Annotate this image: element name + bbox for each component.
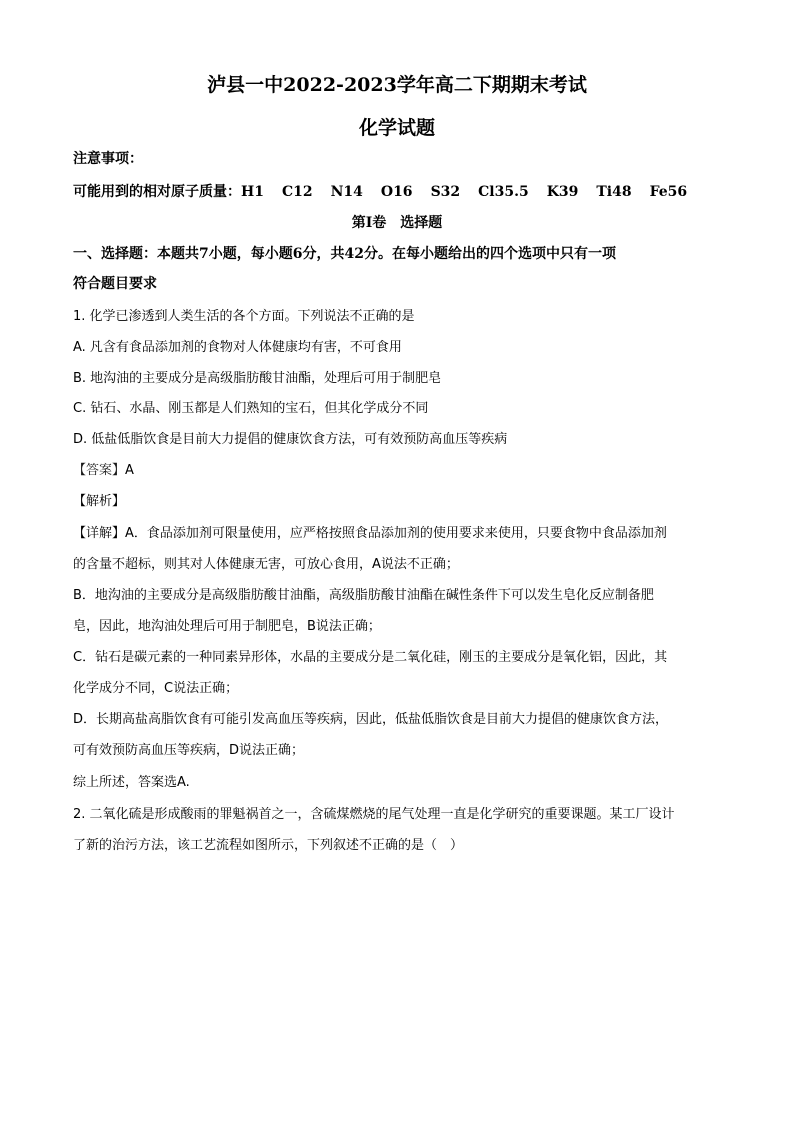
detail-line: D．长期高盐高脂饮食有可能引发高血压等疾病，因此，低盐低脂饮食是目前大力提倡的健康饮食方法， — [73, 712, 669, 727]
analysis-tag: 【解析】 — [73, 494, 126, 509]
atomic-mass-item: O16 — [380, 184, 413, 200]
atomic-mass-item: Cl35.5 — [478, 184, 529, 200]
answer-value: A — [125, 463, 134, 478]
atomic-mass-item: Ti48 — [596, 184, 632, 200]
option-d: D. 低盐低脂饮食是目前大力提倡的健康饮食方法，可有效预防高血压等疾病 — [73, 432, 508, 447]
atomic-mass-item: H1 — [241, 184, 264, 200]
question-1-stem: 1. 化学已渗透到人类生活的各个方面。下列说法不正确的是 — [73, 309, 415, 324]
detail-line: 可有效预防高血压等疾病，D说法正确； — [73, 743, 305, 758]
exam-subtitle: 化学试题 — [358, 117, 435, 139]
exam-title: 泸县一中2022-2023学年高二下期期末考试 — [207, 74, 587, 96]
atomic-mass-item: K39 — [546, 184, 579, 200]
atomic-mass-item: Fe56 — [649, 184, 688, 200]
question-2-stem: 2. 二氧化硫是形成酸雨的罪魁祸首之一，含硫煤燃烧的尾气处理一直是化学研究的重要课题。某工厂设计 — [73, 807, 675, 822]
atomic-mass-line — [73, 182, 723, 202]
detail-line: 皂，因此，地沟油处理后可用于制肥皂，B说法正确； — [73, 619, 381, 634]
atomic-mass-item: S32 — [430, 184, 461, 200]
option-b: B. 地沟油的主要成分是高级脂肪酸甘油酯，处理后可用于制肥皂 — [73, 371, 442, 386]
option-c: C. 钻石、水晶、刚玉都是人们熟知的宝石，但其化学成分不同 — [73, 401, 429, 416]
atomic-mass-item: N14 — [330, 184, 363, 200]
answer-tag: 【答案】 — [73, 463, 126, 478]
answer-line — [73, 461, 723, 481]
detail-line: 的含量不超标，则其对人体健康无害，可放心食用，A说法不正确； — [73, 557, 459, 572]
option-a: A. 凡含有食品添加剂的食物对人体健康均有害，不可食用 — [73, 340, 402, 355]
detail-line: 化学成分不同，C说法正确； — [73, 681, 239, 696]
atomic-mass-label: 可能用到的相对原子质量： — [73, 184, 241, 200]
section-instruction: 符合题目要求 — [73, 276, 157, 292]
detail-line: C．钻石是碳元素的一种同素异形体，水晶的主要成分是二氧化硅，刚玉的主要成分是氧化铝，因此，其 — [73, 650, 668, 665]
detail-line: 综上所述，答案选A. — [73, 775, 190, 790]
detail-line: B．地沟油的主要成分是高级脂肪酸甘油酯，高级脂肪酸甘油酯在碱性条件下可以发生皂化反应制备肥 — [73, 588, 654, 603]
section-title: 第Ⅰ卷 选择题 — [351, 215, 443, 231]
question-2-stem: 了新的治污方法，该工艺流程如图所示，下列叙述不正确的是（ ） — [73, 838, 464, 853]
notice-heading: 注意事项： — [73, 151, 143, 167]
detail-line: 【详解】A．食品添加剂可限量使用，应严格按照食品添加剂的使用要求来使用，只要食物中食品添加剂 — [73, 526, 667, 541]
atomic-mass-item: C12 — [281, 184, 313, 200]
section-instruction: 一、选择题：本题共7小题，每小题6分，共42分。在每小题给出的四个选项中只有一项 — [73, 246, 616, 262]
